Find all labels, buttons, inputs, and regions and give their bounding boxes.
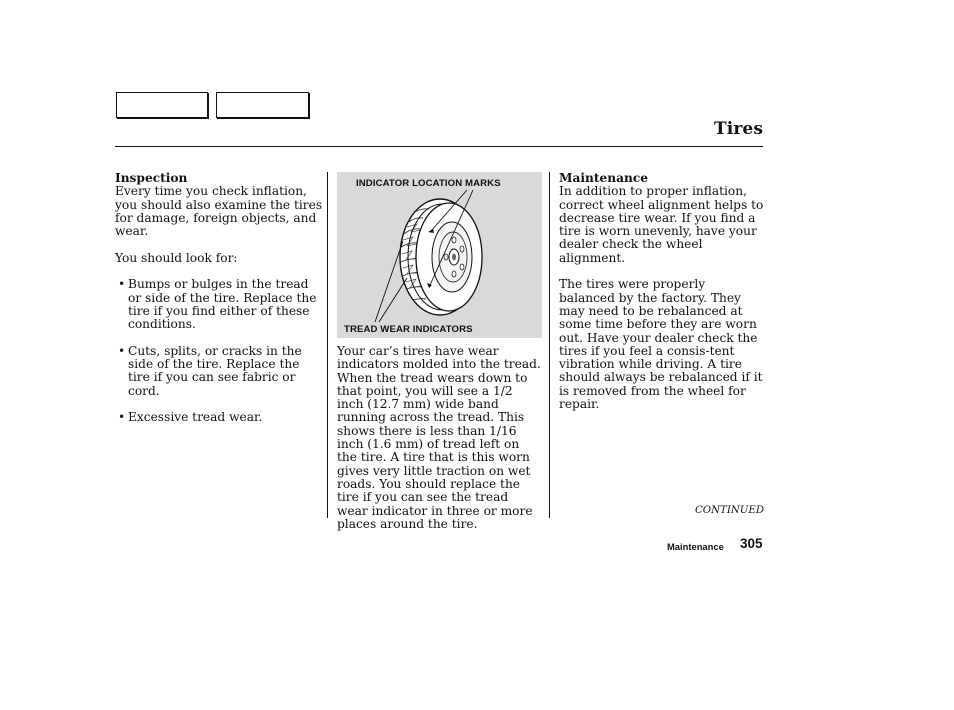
- continued-note: CONTINUED: [695, 505, 764, 516]
- maintenance-column: [559, 172, 764, 411]
- bullet-item: • Cuts, splits, or cracks in the side of the tire. Replace the tire if you can see fabric or cord.: [115, 345, 325, 398]
- page-title: Tires: [714, 119, 763, 139]
- bullet-item: • Bumps or bulges in the tread or side of the tire. Replace the tire if you find either of these conditions.: [115, 278, 325, 331]
- inspection-heading: Inspection: [115, 171, 188, 185]
- maintenance-para-1: In addition to proper inflation, correct wheel alignment helps to decrease tire wear. If you find a tire is worn unevenly, have your dealer check the wheel alignment.: [559, 184, 764, 265]
- inspection-lead: You should look for:: [115, 250, 238, 265]
- maintenance-para-2: The tires were properly balanced by the factory. They may need to be rebalanced at some time before they are worn out. Have your dealer check the tires if you feel a consis-tent vibration while driving. A tire should always be rebalanced if it is removed from the wheel for repair.: [559, 277, 763, 412]
- inspection-column: [115, 172, 325, 425]
- tire-figure: [337, 172, 542, 338]
- nav-button-contents[interactable]: [116, 92, 208, 118]
- wear-indicator-column: [337, 345, 542, 531]
- tire-illustration: [337, 172, 542, 338]
- title-rule: [115, 146, 763, 147]
- page-number: 305: [740, 536, 763, 551]
- column-divider: [549, 172, 550, 518]
- column-divider: [327, 172, 328, 518]
- indicator-location-marks-label: INDICATOR LOCATION MARKS: [356, 178, 501, 189]
- maintenance-heading: Maintenance: [559, 171, 649, 185]
- inspection-bullet-list: [115, 278, 325, 424]
- wear-indicator-body: Your car’s tires have wear indicators molded into the tread. When the tread wears down to that point, you will see a 1/2 inch (12.7 mm) wide band running across the tread. This shows there is less than 1/16 inch (1.6 mm) of tread left on the tire. A tire that is this worn gives very little traction on wet roads. You should replace the tire if you can see the tread wear indicator in three or more places around the tire.: [337, 344, 541, 531]
- inspection-intro: Every time you check inflation, you should also examine the tires for damage, foreign objects, and wear.: [115, 184, 323, 239]
- nav-button-index[interactable]: [216, 92, 309, 118]
- footer-section-name: Maintenance: [667, 541, 724, 552]
- bullet-item: • Excessive tread wear.: [115, 411, 325, 424]
- tread-wear-indicators-label: TREAD WEAR INDICATORS: [344, 324, 473, 335]
